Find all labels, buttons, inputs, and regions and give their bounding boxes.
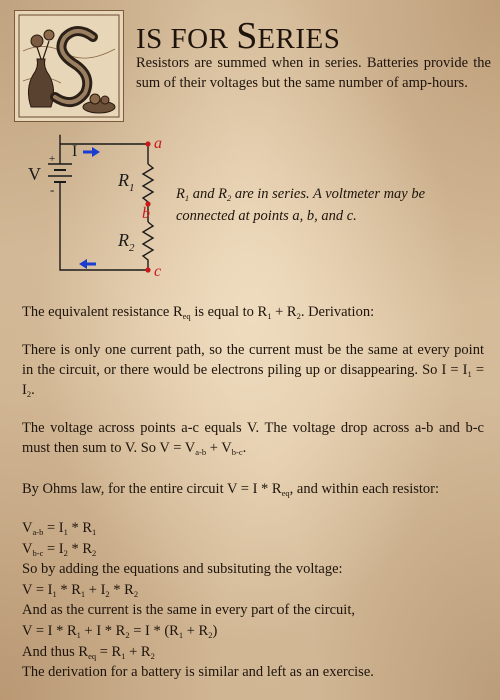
series-circuit-diagram — [28, 134, 178, 284]
current-arrow-top — [83, 147, 100, 157]
r1-label: $R_1$ — [118, 170, 135, 194]
paragraph-current-path: There is only one current path, so the current must be the same at every point in the circuit, or there would be electrons piling up or disappearing. So $I = I_1 = I_2$. — [22, 342, 484, 399]
battery-label: V — [28, 164, 41, 184]
plus-sign: + — [49, 153, 56, 165]
illuminated-letter-s — [14, 10, 124, 122]
r2-label: $R_2$ — [118, 230, 135, 254]
point-c-label: c — [154, 263, 162, 280]
title-word: ERIES — [257, 23, 341, 55]
paragraph-equivalent-resistance: The equivalent resistance $R_{eq}$ is equal to $R_1 + R_2$. Derivation: — [22, 304, 375, 321]
diagram-caption: $R_1$ and $R_2$ are in series. A voltmeter may be connected at points a, b, and c. — [176, 186, 426, 224]
derivation-lines — [22, 518, 492, 683]
equation-vbc: $V_{b-c} = I_2 * R_2$ — [22, 540, 97, 558]
wire-bottom — [60, 192, 148, 270]
still-life-illustration — [15, 11, 123, 121]
point-a-label: a — [154, 135, 162, 152]
title-prefix: IS FOR — [136, 23, 237, 55]
point-a-dot — [145, 141, 150, 146]
intro-paragraph: Resistors are summed when in series. Batteries provide the sum of their voltages but the same number of amp-hours. — [136, 55, 491, 91]
paragraph-voltage: The voltage across points a-c equals V. The voltage drop across a-b and b-c must then sum to V. So $V = V_{a-b} + V_{b-c}$. — [22, 420, 484, 457]
title-capital: S — [236, 15, 258, 57]
equation-vab: $V_{a-b} = I_1 * R_1$ — [22, 520, 97, 537]
resistor-r2 — [143, 222, 153, 270]
minus-sign: - — [50, 182, 55, 197]
paragraph-ohms-law: By Ohms law, for the entire circuit $V = I * R_{eq}$, and within each resistor: — [22, 481, 440, 498]
page-title — [136, 14, 340, 58]
equation-req: And thus $R_{eq} = R_1 + R_2$ — [22, 643, 155, 661]
text-battery-exercise: The derivation for a battery is similar and left as an exercise. — [22, 664, 374, 681]
point-b-label: b — [142, 205, 150, 222]
text-adding-equations: So by adding the equations and subsituting the voltage: — [22, 561, 343, 578]
text-current-same: And as the current is the same in every part of the circuit, — [22, 602, 355, 619]
point-c-dot — [145, 267, 150, 272]
current-label: I — [72, 143, 78, 160]
equation-v-factored: $V = I * R_1 + I * R_2 = I * (R_1 + R_2)$ — [22, 622, 218, 640]
equation-v-sum: $V = I_1 * R_1 + I_2 * R_2$ — [22, 581, 139, 599]
current-arrow-bottom — [79, 259, 96, 269]
